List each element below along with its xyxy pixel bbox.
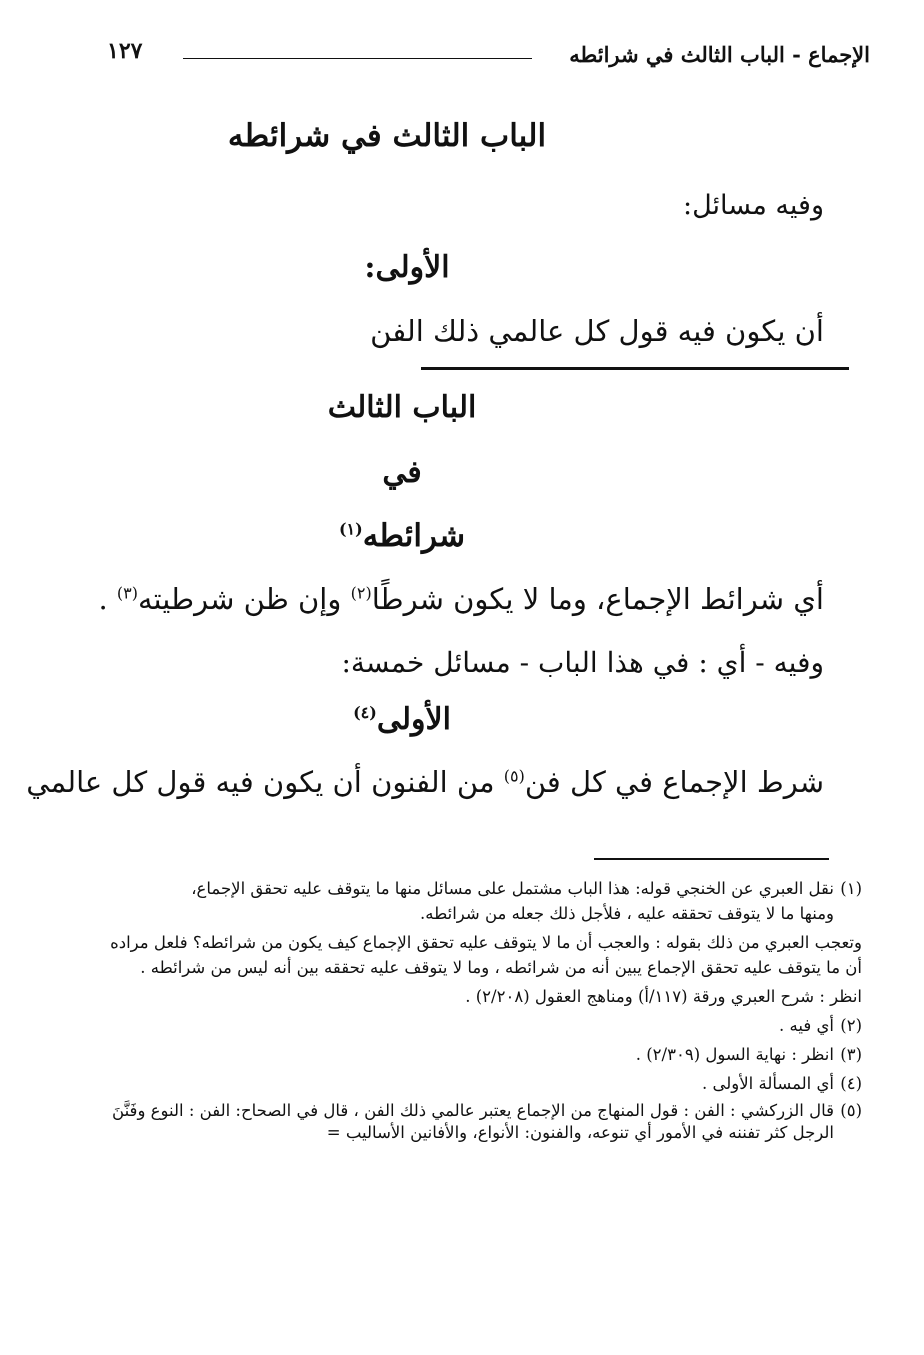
page-number: ١٢٧	[107, 38, 143, 64]
paragraph-text: .	[98, 582, 117, 616]
footnote-text: قال الزركشي : الفن : قول المنهاج من الإجماع يعتبر عالمي ذلك الفن ، قال في الصحاح: الفن : النوع وفَنَّنَ الرجل كثر تفننه في الأمور أي تنوعه، والفنون: الأنواع، والأفانين الأساليب =	[112, 1101, 834, 1142]
commentary-paragraph-2: وفيه - أي : في هذا الباب - مسائل خمسة:	[341, 646, 824, 679]
footnote-number: (٢)	[840, 1016, 862, 1035]
footnote-1-reference: انظر : شرح العبري ورقة (١١٧/أ) ومناهج العقول (٢/٢٠٨) .	[465, 987, 862, 1006]
footnote-ref-2: (٢)	[350, 583, 372, 603]
footnote-number: (٤)	[840, 1074, 862, 1093]
footnote-number: (٣)	[840, 1045, 862, 1064]
paragraph-text: من الفنون أن يكون فيه قول كل عالمي	[26, 765, 504, 799]
paragraph-text: شرط الإجماع في كل فن	[524, 765, 824, 799]
footnote-text: أي المسألة الأولى .	[702, 1074, 834, 1093]
heading-word: شرائطه	[362, 518, 466, 554]
footnote-ref-3: (٣)	[116, 583, 138, 603]
running-title: الإجماع - الباب الثالث في شرائطه	[569, 42, 870, 67]
commentary-heading-sharaith	[0, 518, 804, 554]
commentary-heading-first	[0, 702, 804, 737]
paragraph-text: وإن ظن شرطيته	[137, 582, 351, 616]
footnote-3	[92, 1042, 862, 1067]
footnote-ref-1: (١)	[338, 519, 363, 539]
footnote-text: انظر : نهاية السول (٢/٣٠٩) .	[635, 1045, 834, 1064]
commentary-heading-chapter: الباب الثالث	[327, 390, 477, 425]
matn-intro: وفيه مسائل:	[683, 190, 824, 221]
matn-text: أن يكون فيه قول كل عالمي ذلك الفن	[370, 314, 824, 348]
footnote-2	[92, 1013, 862, 1038]
footnote-ref-5: (٥)	[503, 766, 525, 786]
paragraph-text: أي شرائط الإجماع، وما لا يكون شرطًا	[371, 582, 824, 616]
footnote-line: نقل العبري عن الخنجي قوله: هذا الباب مشتمل على مسائل منها ما يتوقف عليه تحقق الإجماع،	[191, 879, 834, 898]
footnote-number: (١)	[840, 879, 862, 898]
footnote-4	[92, 1071, 862, 1096]
footnotes	[92, 876, 862, 1148]
matn-first-issue: الأولى:	[364, 250, 450, 285]
footnote-ref-4: (٤)	[353, 703, 377, 722]
footnote-line: ومنها ما لا يتوقف تحققه عليه ، فلأجل ذلك جعله من شرائطه.	[420, 904, 834, 923]
chapter-title: الباب الثالث في شرائطه	[227, 118, 547, 154]
commentary-paragraph-1	[98, 582, 824, 616]
footnote-number: (٥)	[840, 1101, 862, 1120]
footnote-text: أي فيه .	[779, 1016, 834, 1035]
matn-divider	[421, 367, 849, 370]
footnote-rule	[594, 858, 829, 860]
commentary-paragraph-3	[26, 765, 824, 799]
commentary-heading-fi: في	[382, 455, 422, 490]
footnote-5	[92, 1100, 862, 1144]
header-rule	[183, 58, 532, 59]
footnote-1	[92, 876, 862, 926]
heading-word: الأولى	[376, 702, 451, 737]
footnote-1-continuation: وتعجب العبري من ذلك بقوله : والعجب أن ما لا يتوقف عليه تحقق الإجماع كيف يكون من شرائطه؟ فلعل مراده أن ما يتوقف عليه تحقق الإجماع يبين أنه من شرائطه ، وما لا يتوقف عليه تحققه بين أنه ليس من شرائطه .	[110, 933, 862, 977]
running-header	[95, 36, 870, 76]
